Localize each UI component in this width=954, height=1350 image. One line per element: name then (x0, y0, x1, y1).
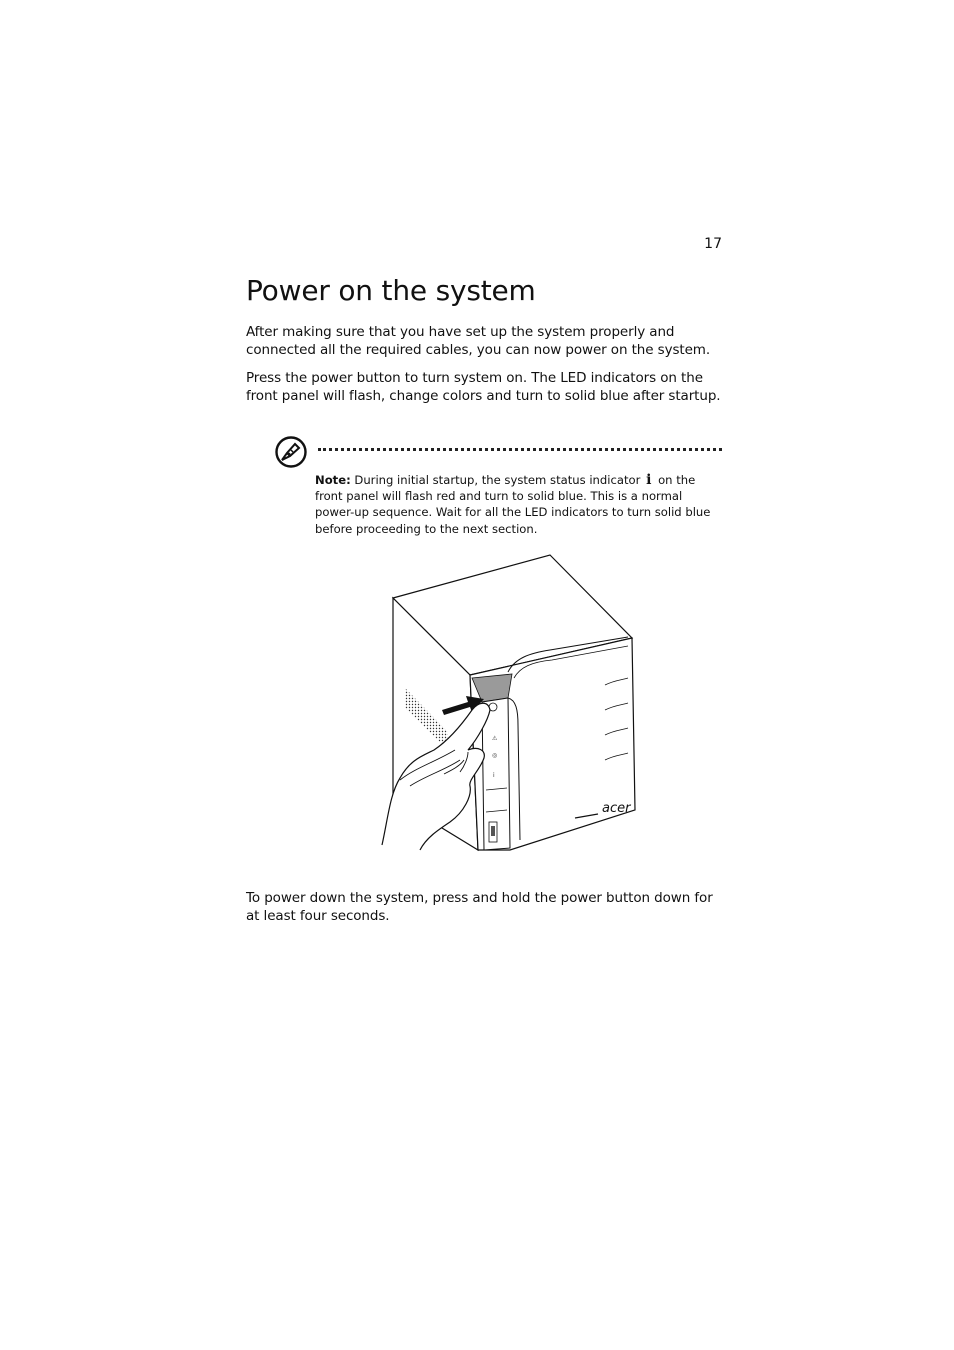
page-title: Power on the system (246, 274, 536, 307)
svg-text:⚠: ⚠ (492, 735, 498, 742)
note-label: Note: (315, 473, 351, 487)
power-button-paragraph: Press the power button to turn system on. The LED indicators on the front panel will flash, change colors and turn to solid blue after startup. (246, 370, 721, 404)
svg-text:acer: acer (602, 801, 631, 816)
note-pen-icon (274, 435, 308, 469)
intro-paragraph: After making sure that you have set up the system properly and connected all the required cables, you can now power on the system. (246, 324, 711, 358)
note-divider (318, 448, 722, 451)
page-number: 17 (704, 236, 722, 252)
svg-text:i: i (493, 772, 495, 779)
note-text-after: on the front panel will flash red and turn to solid blue. This is a normal power-up sequence. Wait for all the LED indicators to turn solid blue before proceeding to the next section. (315, 473, 711, 536)
svg-text:◎: ◎ (492, 752, 498, 759)
power-on-illustration (360, 550, 650, 860)
note-text (315, 472, 715, 537)
power-down-paragraph: To power down the system, press and hold the power button down for at least four seconds. (246, 890, 713, 924)
info-indicator-icon: i (646, 472, 652, 488)
note-text-before: During initial startup, the system status indicator (354, 473, 641, 487)
